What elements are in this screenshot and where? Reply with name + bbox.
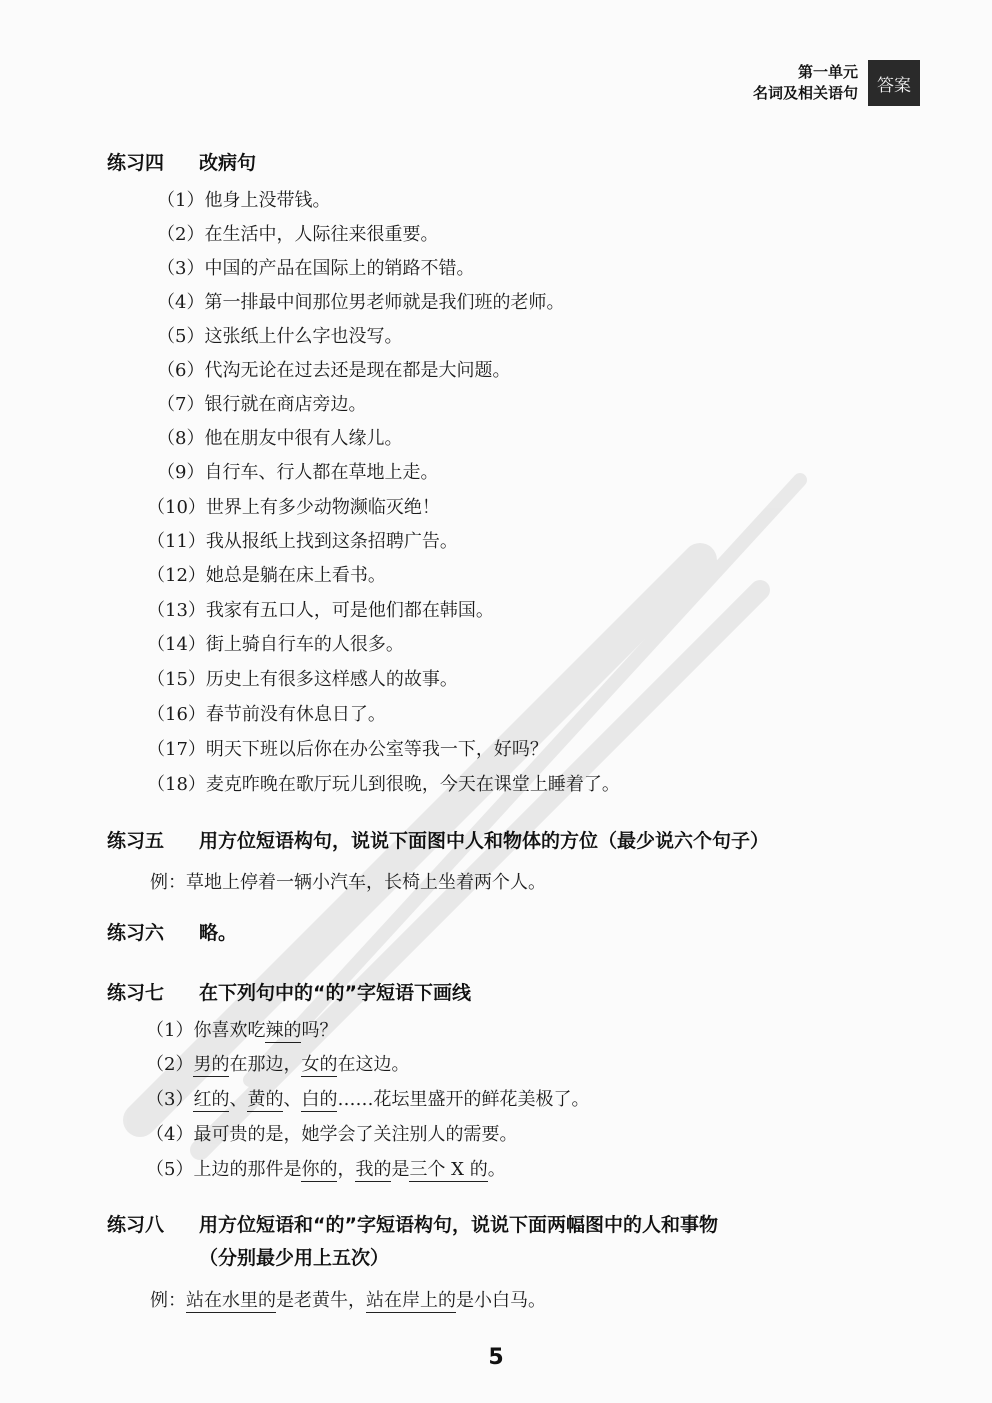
item-number: （2） (146, 1054, 194, 1075)
ex4-heading (107, 148, 256, 175)
ex4-item (157, 390, 366, 416)
ex4-item (157, 220, 438, 246)
underlined-de-phrase: 站在水里的 (186, 1290, 276, 1311)
item-text: 你喜欢吃 (193, 1020, 266, 1041)
underlined-de-phrase: 我的 (355, 1159, 392, 1180)
item-text: 这张纸上什么字也没写。 (204, 326, 403, 347)
ex4-item (147, 493, 440, 519)
ex6-label: 练习六 (107, 922, 165, 944)
example-text: 是老黄牛， (276, 1290, 366, 1311)
item-number: （12） (147, 565, 206, 586)
ex4-title: 改病句 (199, 152, 257, 174)
ex4-item (147, 700, 386, 726)
item-text: 他在朋友中很有人缘儿。 (204, 428, 403, 449)
ex5-heading (107, 826, 769, 853)
page-header (753, 60, 920, 106)
ex7-item-4 (146, 1120, 517, 1146)
item-text: 他身上没带钱。 (204, 190, 331, 211)
item-text: 我从报纸上找到这条招聘广告。 (205, 531, 458, 552)
ex7-item-5 (146, 1155, 506, 1181)
underlined-de-phrase: 红的 (193, 1089, 230, 1110)
item-number: （9） (157, 462, 205, 483)
item-text: 第一排最中间那位男老师就是我们班的老师。 (204, 292, 565, 313)
item-number: （17） (147, 739, 206, 760)
item-number: （3） (157, 258, 205, 279)
item-text: 春节前没有休息日了。 (205, 704, 386, 725)
ex4-item (157, 186, 330, 212)
item-text: 中国的产品在国际上的销路不错。 (204, 258, 475, 279)
item-text: 麦克昨晚在歌厅玩儿到很晚，今天在课堂上睡着了。 (205, 774, 620, 795)
ex4-item (147, 561, 386, 587)
item-text: 代沟无论在过去还是现在都是大问题。 (204, 360, 511, 381)
underlined-de-phrase: 女的 (301, 1054, 338, 1075)
item-number: （16） (147, 704, 206, 725)
ex6-heading (107, 918, 237, 945)
ex4-item (157, 322, 402, 348)
ex4-item (147, 596, 494, 622)
item-text: 银行就在商店旁边。 (204, 394, 367, 415)
example-text: 草地上停着一辆小汽车，长椅上坐着两个人。 (186, 872, 546, 893)
underlined-de-phrase: 你的 (301, 1159, 338, 1180)
ex4-item (147, 527, 458, 553)
ex7-item-3 (146, 1085, 589, 1111)
item-text: 吗？ (301, 1020, 338, 1041)
ex5-label: 练习五 (107, 830, 165, 852)
underlined-de-phrase: 男的 (193, 1054, 230, 1075)
ex4-label: 练习四 (107, 152, 165, 174)
item-number: （5） (146, 1159, 194, 1180)
item-text: 街上骑自行车的人很多。 (205, 634, 404, 655)
underlined-de-phrase: 三个 X 的 (409, 1159, 488, 1180)
item-number: （4） (157, 292, 205, 313)
item-number: （5） (157, 326, 205, 347)
ex6-title: 略。 (199, 922, 238, 944)
item-text: ……花坛里盛开的鲜花美极了。 (337, 1089, 590, 1110)
item-number: （13） (147, 600, 206, 621)
item-text: 最可贵的是，她学会了关注别人的需要。 (193, 1124, 518, 1145)
header-text (753, 60, 868, 106)
item-text: 。 (487, 1159, 506, 1180)
item-number: （6） (157, 360, 205, 381)
ex8-label: 练习八 (107, 1214, 165, 1236)
item-text: 我家有五口人，可是他们都在韩国。 (205, 600, 494, 621)
item-number: （3） (146, 1089, 194, 1110)
ex4-item (157, 424, 402, 450)
ex7-title: 在下列句中的“的”字短语下画线 (199, 982, 471, 1004)
ex4-item (147, 770, 620, 796)
item-text: 在这边。 (337, 1054, 410, 1075)
header-subtitle: 名词及相关语句 (752, 84, 858, 102)
ex7-label: 练习七 (107, 982, 165, 1004)
item-number: （11） (147, 531, 206, 552)
underlined-de-phrase: 站在岸上的 (366, 1290, 456, 1311)
ex7-item-1 (146, 1016, 337, 1042)
item-number: （15） (147, 669, 206, 690)
answer-tag: 答案 (868, 60, 920, 106)
underlined-de-phrase: 辣的 (265, 1020, 302, 1041)
underlined-de-phrase: 黄的 (247, 1089, 284, 1110)
ex4-item (157, 254, 474, 280)
item-text: 、 (229, 1089, 248, 1110)
item-text: 上边的那件是 (193, 1159, 302, 1180)
item-text: 世界上有多少动物濒临灭绝！ (205, 497, 440, 518)
item-number: （10） (147, 497, 206, 518)
ex7-item-2 (146, 1050, 409, 1076)
item-number: （1） (157, 190, 205, 211)
item-number: （4） (146, 1124, 194, 1145)
item-number: （18） (147, 774, 206, 795)
item-number: （2） (157, 224, 205, 245)
page-number: 5 (488, 1345, 504, 1370)
item-number: （8） (157, 428, 205, 449)
item-number: （14） (147, 634, 206, 655)
ex8-heading (107, 1210, 718, 1237)
ex4-item (147, 630, 404, 656)
ex8-example (150, 1286, 546, 1312)
ex5-title: 用方位短语构句，说说下面图中人和物体的方位（最少说六个句子） (199, 830, 770, 852)
item-text: 历史上有很多这样感人的故事。 (205, 669, 458, 690)
item-text: 明天下班以后你在办公室等我一下，好吗？ (205, 739, 548, 760)
header-unit: 第一单元 (797, 63, 858, 81)
ex7-heading (107, 978, 471, 1005)
ex4-item (147, 665, 458, 691)
item-text: 她总是躺在床上看书。 (205, 565, 386, 586)
ex8-title-line2: （分别最少用上五次） (199, 1247, 390, 1269)
ex8-title-line1: 用方位短语和“的”字短语构句，说说下面两幅图中的人和事物 (199, 1214, 718, 1236)
item-text: ， (337, 1159, 356, 1180)
ex4-item (157, 356, 510, 382)
item-text: 在那边， (229, 1054, 302, 1075)
item-text: 在生活中，人际往来很重要。 (204, 224, 439, 245)
underlined-de-phrase: 白的 (301, 1089, 338, 1110)
example-text: 是小白马。 (456, 1290, 546, 1311)
ex4-item (157, 288, 564, 314)
ex4-item (157, 458, 438, 484)
item-text: 是 (391, 1159, 410, 1180)
item-number: （1） (146, 1020, 194, 1041)
example-label: 例： (150, 1290, 186, 1311)
item-number: （7） (157, 394, 205, 415)
example-label: 例： (150, 872, 186, 893)
ex4-item (147, 735, 548, 761)
item-text: 、 (283, 1089, 302, 1110)
ex5-example (150, 868, 546, 894)
item-text: 自行车、行人都在草地上走。 (204, 462, 439, 483)
